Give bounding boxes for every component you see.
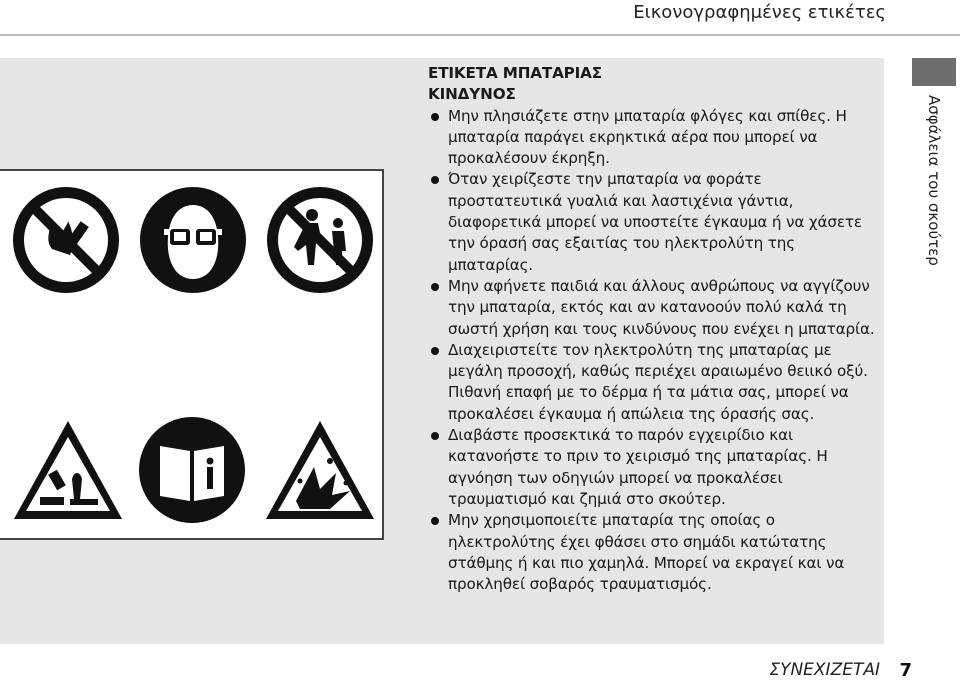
read-manual-icon: [139, 417, 245, 523]
corrosive-warning-icon: [14, 421, 122, 519]
danger-heading: ΚΙΝΔΥΝΟΣ: [428, 85, 516, 104]
page-number: 7: [899, 660, 912, 681]
page-header-title: Εικονογραφημένες ετικέτες: [633, 2, 886, 23]
header-divider: [0, 34, 960, 36]
keep-children-away-icon: [267, 187, 373, 293]
list-item: Μην πλησιάζετε στην μπαταρία φλόγες και σπίθες. Η μπαταρία παράγει εκρηκτικά αέρα που μπορεί να προκαλέσουν έκρηξη.: [428, 106, 880, 170]
list-item: Μην αφήνετε παιδιά και άλλους ανθρώπους να αγγίζουν την μπαταρία, εκτός και αν κατανοούν πολύ καλά τη σωστή χρήση και τους κινδύνους που ενέχει η μπαταρία.: [428, 276, 880, 340]
list-item: Διαχειριστείτε τον ηλεκτρολύτη της μπαταρίας με μεγάλη προσοχή, καθώς περιέχει αραιωμένο θειικό οξύ. Πιθανή επαφή με το δέρμα ή τα μάτια σας, μπορεί να προκαλέσει έγκαυμα ή απώλεια της όρασής σας.: [428, 340, 880, 425]
continued-label: ΣΥΝΕΧΙΖΕΤΑΙ: [769, 660, 880, 680]
list-item: Μην χρησιμοποιείτε μπαταρία της οποίας ο ηλεκτρολύτης έχει φθάσει στο σημάδι κατώτατης στάθμης ή και πιο χαμηλά. Μπορεί να εκραγεί και να προκληθεί σοβαρός τραυματισμός.: [428, 510, 880, 595]
section-tab-marker: [912, 58, 956, 86]
goggles-icon: [140, 187, 246, 293]
list-item: Διαβάστε προσεκτικά το παρόν εγχειρίδιο και κατανοήστε το πριν το χειρισμό της μπαταρίας. Η αγνόηση των οδηγιών μπορεί να προκαλέσει τραυματισμό και ζημιά στο σκούτερ.: [428, 425, 880, 510]
no-fire-icon: [13, 187, 119, 293]
explosion-warning-icon: [266, 421, 374, 519]
list-item: Όταν χειρίζεστε την μπαταρία να φοράτε προστατευτικά γυαλιά και λαστιχένια γάντια, διαφορετικά μπορεί να υποστείτε έγκαυμα ή να χάσετε την όρασή σας εξαιτίας του ηλεκτρολύτη της μπαταρίας.: [428, 169, 880, 275]
warning-list: [428, 106, 880, 596]
section-tab-label: Ασφάλεια του σκούτερ: [925, 95, 943, 266]
section-title: ΕΤΙΚΕΤΑ ΜΠΑΤΑΡΙΑΣ: [428, 64, 602, 82]
battery-label-illustration: [0, 169, 384, 540]
battery-label-section: [428, 63, 880, 595]
